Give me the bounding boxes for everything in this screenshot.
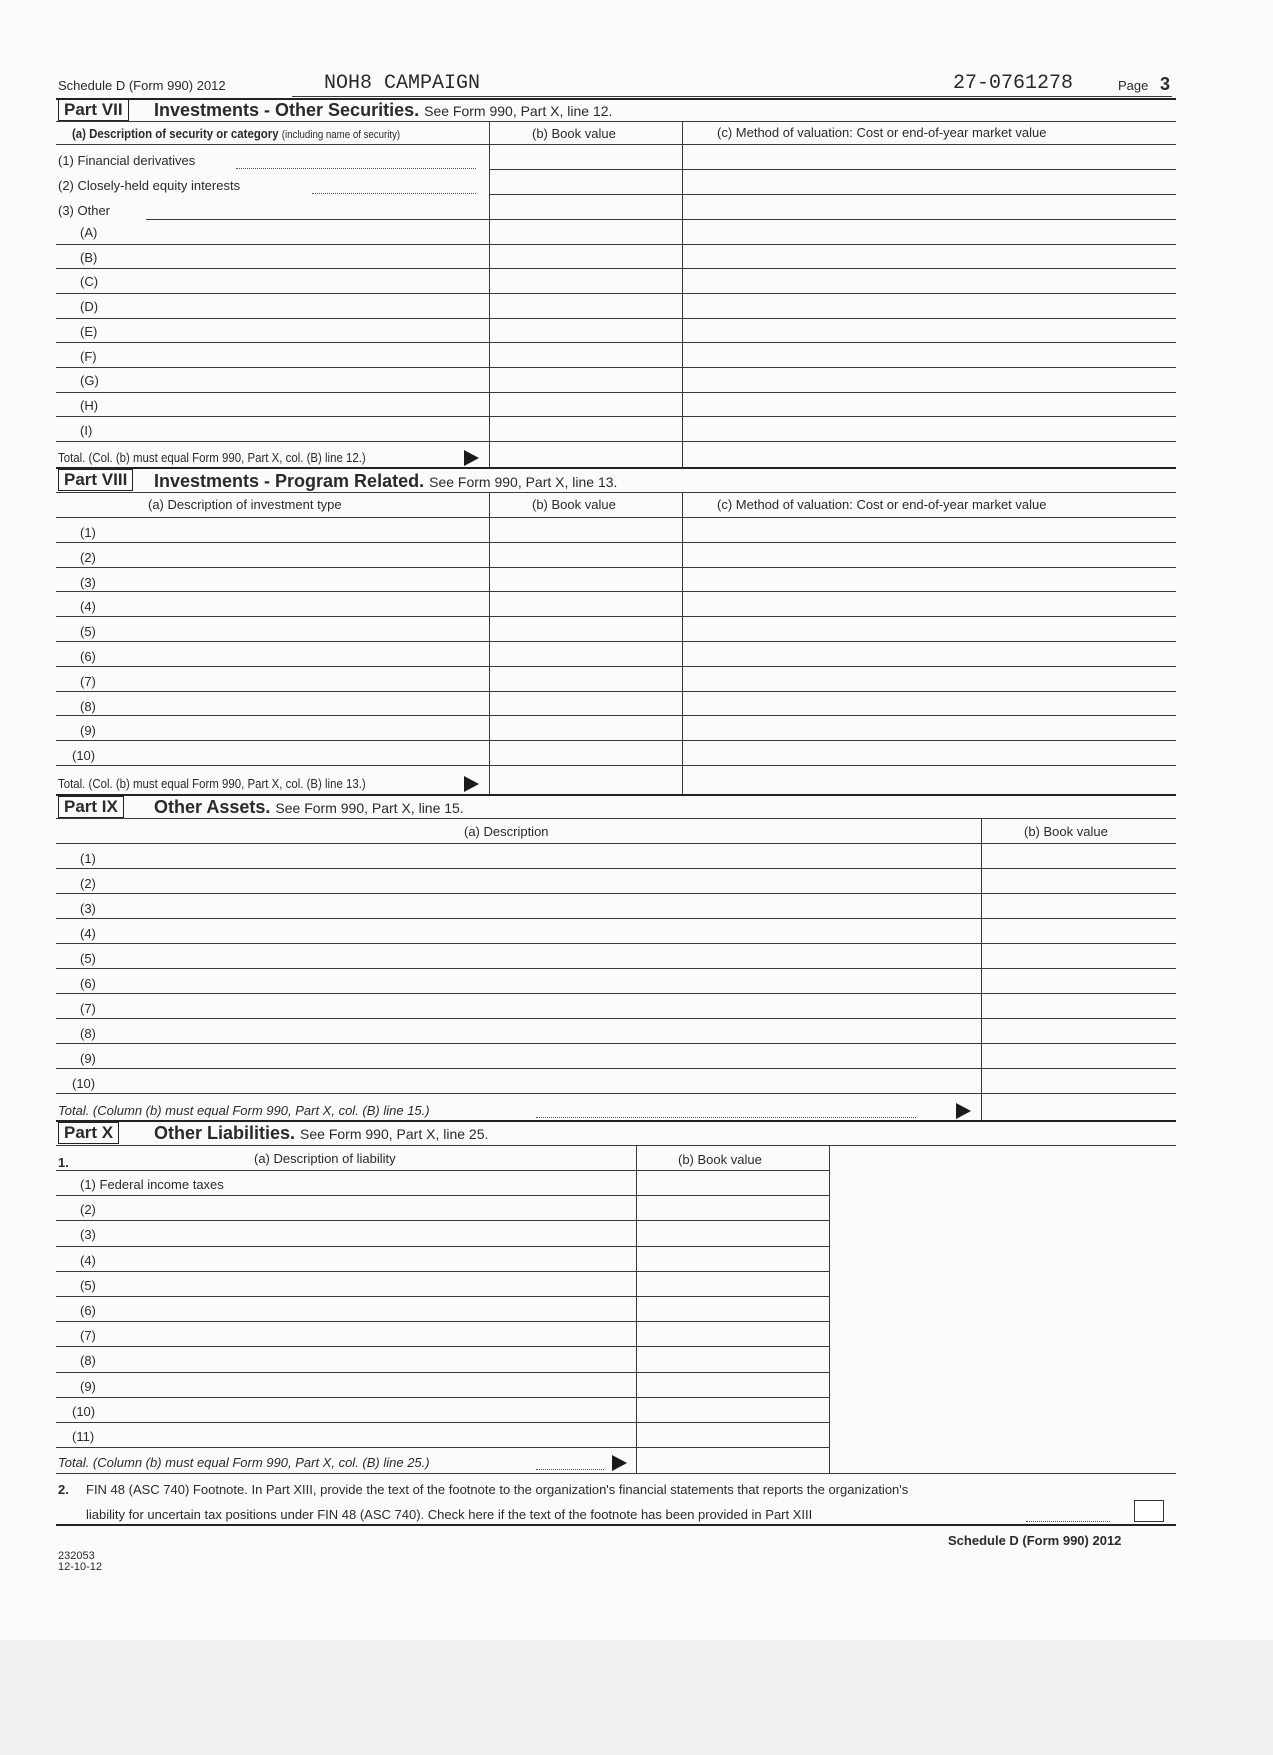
form-name-header: Schedule D (Form 990) 2012 [58, 78, 226, 93]
part7-sub-row-label: (E) [80, 323, 98, 339]
part8-col-divider-2 [682, 492, 683, 794]
part10-row-label: (10) [72, 1403, 96, 1419]
part9-row-label: (9) [80, 1051, 96, 1066]
part7-col-a-header [72, 126, 400, 143]
part9-row-line [56, 1043, 1176, 1044]
part8-col-divider-1 [489, 492, 490, 794]
part10-top-rule [56, 1120, 1176, 1122]
part9-top-rule [56, 794, 1176, 796]
part7-see: See Form 990, Part X, line 12. [424, 103, 613, 119]
part10-row-line [56, 1296, 829, 1297]
part7-row-line [489, 169, 1176, 170]
part7-sub-row-line [56, 392, 1176, 393]
part8-row-label: (2) [80, 549, 96, 565]
part10-row-label: (1) Federal income taxes [80, 1177, 224, 1192]
part8-total-text: Total. (Col. (b) must equal Form 990, Part X, col. (B) line 13.) [58, 776, 366, 791]
part7-row-2-dots [312, 193, 476, 194]
part7-header-rule [56, 121, 1176, 122]
part8-row-label: (7) [80, 673, 96, 689]
part10-row-line [56, 1220, 829, 1221]
part7-sub-row-line [56, 416, 1176, 417]
part7-total-arrow-icon [464, 450, 479, 466]
part7-col-a-note: (including name of security) [281, 129, 401, 141]
part8-row-label: (4) [80, 599, 96, 615]
part10-total [58, 1455, 430, 1471]
part9-label: Part IX [58, 796, 124, 818]
part7-sub-row-line [56, 318, 1176, 319]
part7-sub-row-line [56, 268, 1176, 269]
part7-row-3: (3) Other [58, 203, 111, 218]
part9-row-line [56, 1018, 1176, 1019]
part8-total [58, 776, 366, 792]
part10-row-label: (2) [80, 1202, 96, 1218]
part9-row-label: (2) [80, 876, 96, 891]
part9-col-divider [981, 818, 982, 1120]
part9-see: See Form 990, Part X, line 15. [275, 800, 464, 816]
part10-label: Part X [58, 1122, 119, 1144]
part9-row-label: (3) [80, 901, 96, 916]
part8-row-line [56, 765, 1176, 766]
part10-col-divider-1 [636, 1145, 637, 1473]
part9-title-text: Other Assets. [154, 797, 271, 817]
part10-row-label: (8) [80, 1353, 96, 1369]
part8-row-label: (5) [80, 624, 96, 640]
part7-sub-row-label: (I) [80, 422, 93, 438]
part8-row-line [56, 591, 1176, 592]
part8-row-line [56, 666, 1176, 667]
footer-code-1: 232053 [58, 1550, 95, 1562]
part9-row-line [56, 968, 1176, 969]
part10-total-arrow-icon [612, 1455, 627, 1471]
footer-code-2: 12-10-12 [58, 1561, 103, 1573]
part10-bottom-rule [56, 1473, 1176, 1474]
part9-total-arrow-icon [956, 1103, 971, 1119]
part8-see: See Form 990, Part X, line 13. [429, 474, 618, 490]
part9-row-line [56, 918, 1176, 919]
part7-label: Part VII [58, 99, 129, 121]
part9-colhead-rule [56, 843, 1176, 844]
part9-row-label: (7) [80, 1001, 96, 1016]
part7-sub-row-label: (C) [80, 274, 99, 290]
part9-row-label: (10) [72, 1076, 96, 1091]
part10-row-line [56, 1246, 829, 1247]
part8-title [154, 471, 617, 492]
part7-sub-row-label: (F) [80, 348, 97, 364]
part8-row-label: (8) [80, 698, 96, 714]
part9-row-line [56, 1068, 1176, 1069]
part7-col-a: (a) Description of security or category [72, 126, 279, 141]
part10-title [154, 1123, 488, 1144]
part8-col-b-header: (b) Book value [532, 497, 616, 512]
part7-total [58, 450, 366, 466]
part7-sub-row-label: (G) [80, 373, 99, 389]
part10-row-label: (7) [80, 1328, 96, 1344]
ein-number: 27-0761278 [953, 72, 1074, 95]
part8-row-label: (9) [80, 723, 96, 739]
part7-sub-row-line [56, 367, 1176, 368]
part7-colhead-rule [56, 144, 1176, 145]
part9-row-label: (1) [80, 851, 96, 866]
organization-name: NOH8 CAMPAIGN [324, 72, 481, 95]
scan-bottom-margin [0, 1640, 1273, 1755]
part10-header-rule [56, 1145, 1176, 1146]
part10-row-label: (5) [80, 1277, 96, 1293]
header-underline [292, 96, 1172, 97]
part7-sub-row-line [56, 244, 1176, 245]
part10-row-line [56, 1372, 829, 1373]
part8-row-label: (3) [80, 574, 96, 590]
part7-sub-row-label: (A) [80, 225, 98, 240]
part9-total [58, 1103, 430, 1119]
part7-col-divider-2 [682, 121, 683, 467]
part10-colhead-rule [56, 1170, 829, 1171]
part10-line1-num: 1. [58, 1155, 69, 1170]
part10-line2-dots [1026, 1521, 1110, 1522]
part10-total-text: Total. (Column (b) must equal Form 990, Part X, col. (B) line 25.) [58, 1455, 430, 1470]
part10-row-line [56, 1321, 829, 1322]
part8-row-line [56, 641, 1176, 642]
part7-title [154, 100, 612, 121]
part10-row-label: (11) [72, 1429, 95, 1444]
part9-row-line [56, 993, 1176, 994]
part8-title-text: Investments - Program Related. [154, 471, 425, 491]
part8-row-line [56, 740, 1176, 741]
part7-col-c-header: (c) Method of valuation: Cost or end-of-year market value [717, 125, 1047, 140]
footer-form-name: Schedule D (Form 990) 2012 [948, 1533, 1122, 1548]
part10-line2-text-b: liability for uncertain tax positions under FIN 48 (ASC 740). Check here if the text of the footnote has been provided in Part XIII [86, 1507, 813, 1522]
part10-row-label: (6) [80, 1303, 96, 1318]
part8-row-line [56, 567, 1176, 568]
part9-row-label: (5) [80, 951, 96, 966]
part7-sub-row-line [56, 293, 1176, 294]
part9-col-b-header: (b) Book value [1024, 824, 1108, 839]
part7-sub-row-line [56, 441, 1176, 442]
part7-col-divider-1 [489, 121, 490, 467]
part10-row-line [56, 1422, 829, 1423]
part8-row-line [56, 691, 1176, 692]
part9-row-label: (4) [80, 926, 96, 941]
part8-row-line [56, 542, 1176, 543]
part9-row-label: (6) [80, 976, 96, 991]
part10-total-dots [536, 1469, 604, 1470]
part10-row-line [56, 1397, 829, 1398]
part8-row-label: (1) [80, 525, 96, 540]
part9-header-rule [56, 818, 1176, 819]
part7-col-b-header: (b) Book value [532, 126, 616, 141]
part8-label: Part VIII [58, 469, 133, 491]
part10-col-a-header: (a) Description of liability [254, 1151, 396, 1166]
part8-top-rule [56, 467, 1176, 469]
part9-title [154, 797, 464, 818]
part8-row-line [56, 616, 1176, 617]
part7-total-text: Total. (Col. (b) must equal Form 990, Part X, col. (B) line 12.) [58, 450, 366, 465]
part10-row-line [56, 1271, 829, 1272]
part9-total-text: Total. (Column (b) must equal Form 990, Part X, col. (B) line 15.) [58, 1103, 430, 1118]
part7-row-line [489, 194, 1176, 195]
part7-row-1: (1) Financial derivatives [58, 153, 196, 168]
part10-col-b-header: (b) Book value [678, 1152, 762, 1167]
part8-row-line [56, 715, 1176, 716]
part10-line2-text-a: FIN 48 (ASC 740) Footnote. In Part XIII, provide the text of the footnote to the organization's financial statements that reports the organization's [86, 1482, 909, 1497]
fin48-footnote-checkbox[interactable] [1134, 1500, 1164, 1522]
part10-line2-num: 2. [58, 1482, 69, 1497]
part10-row-label: (3) [80, 1227, 96, 1243]
part10-col-divider-2 [829, 1145, 830, 1473]
part10-row-label: (9) [80, 1378, 96, 1394]
part9-row-line [56, 893, 1176, 894]
part7-sub-row-label: (H) [80, 397, 99, 413]
part7-sub-row-line [56, 342, 1176, 343]
footer-rule [56, 1524, 1176, 1526]
part9-row-line [56, 1093, 1176, 1094]
part8-col-c-header: (c) Method of valuation: Cost or end-of-year market value [717, 497, 1047, 512]
part8-row-label: (10) [72, 748, 96, 764]
part10-title-text: Other Liabilities. [154, 1123, 296, 1143]
part10-row-line [56, 1195, 829, 1196]
part7-row-1-dots [236, 168, 476, 169]
part9-col-a-header: (a) Description [464, 824, 549, 839]
part9-total-dots [536, 1117, 916, 1118]
part10-row-line [56, 1346, 829, 1347]
part8-row-label: (6) [80, 649, 96, 664]
part7-sub-row-label: (B) [80, 249, 98, 265]
part7-sub-row-label: (D) [80, 299, 99, 315]
part8-header-rule [56, 492, 1176, 493]
part7-row-line [146, 219, 1176, 220]
part7-title-text: Investments - Other Securities. [154, 100, 420, 120]
page-label: Page [1118, 78, 1149, 93]
part7-row-2: (2) Closely-held equity interests [58, 178, 241, 193]
part10-see: See Form 990, Part X, line 25. [300, 1126, 489, 1142]
part9-row-line [56, 943, 1176, 944]
part8-colhead-rule [56, 517, 1176, 518]
part8-col-a-header: (a) Description of investment type [148, 497, 342, 512]
part9-row-label: (8) [80, 1026, 96, 1041]
part10-row-line [56, 1447, 829, 1448]
page-number: 3 [1160, 74, 1171, 94]
part10-row-label: (4) [80, 1252, 96, 1268]
part9-row-line [56, 868, 1176, 869]
part8-total-arrow-icon [464, 776, 479, 792]
